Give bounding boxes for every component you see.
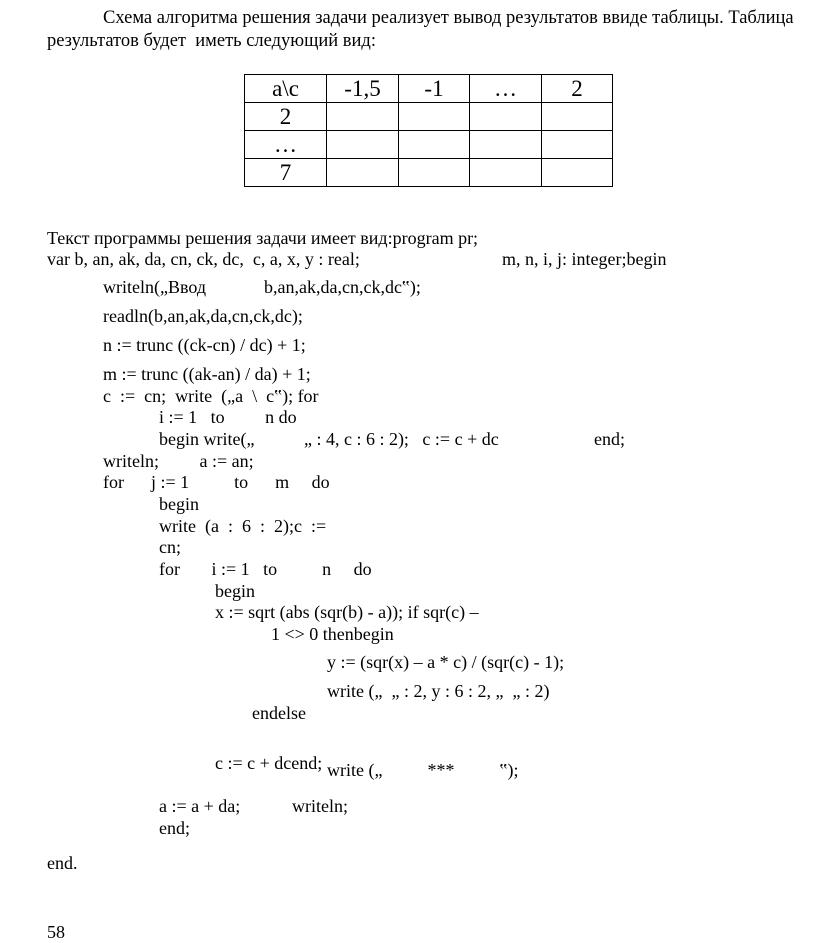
code-line: write („ „ : 2, y : 6 : 2, „ „ : 2) xyxy=(327,681,550,701)
code-line: begin xyxy=(215,581,255,601)
code-line: writeln(„Ввод xyxy=(103,277,206,297)
code-line: i := 1 to n do xyxy=(159,407,297,427)
code-line: b,an,ak,da,cn,ck,dc‟); xyxy=(264,277,421,297)
table-cell xyxy=(542,103,613,131)
table-cell xyxy=(327,131,399,159)
table-header-cell: 2 xyxy=(542,75,613,103)
table-row xyxy=(245,159,613,187)
table-cell xyxy=(470,131,542,159)
code-line: end; xyxy=(159,818,190,838)
table-row xyxy=(245,103,613,131)
table-header-row xyxy=(245,75,613,103)
table-cell xyxy=(399,103,470,131)
code-line: x := sqrt (abs (sqr(b) - a)); if sqr(c) – xyxy=(215,602,479,622)
table-cell xyxy=(327,159,399,187)
code-line: c := c + dcend; xyxy=(215,753,323,773)
table-header-cell: -1 xyxy=(399,75,470,103)
code-line: c := cn; write („a \ c‟); for xyxy=(103,386,319,406)
code-line: m := trunc ((ak-an) / da) + 1; xyxy=(103,364,311,384)
program-heading: Текст программы решения задачи имеет вид:program pr; xyxy=(47,228,479,248)
code-line: begin xyxy=(159,494,199,514)
table-row-label: 2 xyxy=(245,103,327,131)
intro-line-2: результатов будет иметь следующий вид: xyxy=(47,31,376,51)
var-declaration: var b, an, ak, da, cn, ck, dc, c, a, x, y : real; xyxy=(47,249,360,269)
intro-line-1: Схема алгоритма решения задачи реализует вывод результатов ввиде таблицы. Таблица xyxy=(103,8,794,28)
code-line: write („ *** ‟); xyxy=(327,760,519,780)
page-number: 58 xyxy=(47,922,65,942)
code-line: y := (sqr(x) – a * c) / (sqr(c) - 1); xyxy=(327,652,565,672)
table-cell xyxy=(399,131,470,159)
table-cell xyxy=(399,159,470,187)
table-cell xyxy=(470,159,542,187)
code-line: writeln; xyxy=(292,796,348,816)
code-line: write (a : 6 : 2);c := xyxy=(159,516,327,536)
var-declaration-integers: m, n, i, j: integer;begin xyxy=(502,249,667,269)
table-row-label: 7 xyxy=(245,159,327,187)
code-line: writeln; a := an; xyxy=(103,451,254,471)
code-line: readln(b,an,ak,da,cn,ck,dc); xyxy=(103,306,303,326)
table-cell xyxy=(542,131,613,159)
code-line: n := trunc ((ck-cn) / dc) + 1; xyxy=(103,335,306,355)
results-table xyxy=(244,74,613,187)
code-line: for j := 1 to m do xyxy=(103,472,330,492)
code-line: end; xyxy=(594,429,625,449)
code-line: endelse xyxy=(252,703,306,723)
table-row-label: … xyxy=(245,131,327,159)
code-line: end. xyxy=(47,853,78,873)
table-header-cell: a\c xyxy=(245,75,327,103)
code-line: a := a + da; xyxy=(159,796,241,816)
code-line: 1 <> 0 thenbegin xyxy=(271,624,394,644)
table-header-cell: … xyxy=(470,75,542,103)
code-line: begin write(„ „ : 4, c : 6 : 2); c := c + dc xyxy=(159,429,499,449)
table-cell xyxy=(542,159,613,187)
table-row xyxy=(245,131,613,159)
table-header-cell: -1,5 xyxy=(327,75,399,103)
table-cell xyxy=(470,103,542,131)
table-cell xyxy=(327,103,399,131)
code-line: cn; xyxy=(159,537,181,557)
code-line: for i := 1 to n do xyxy=(159,559,372,579)
